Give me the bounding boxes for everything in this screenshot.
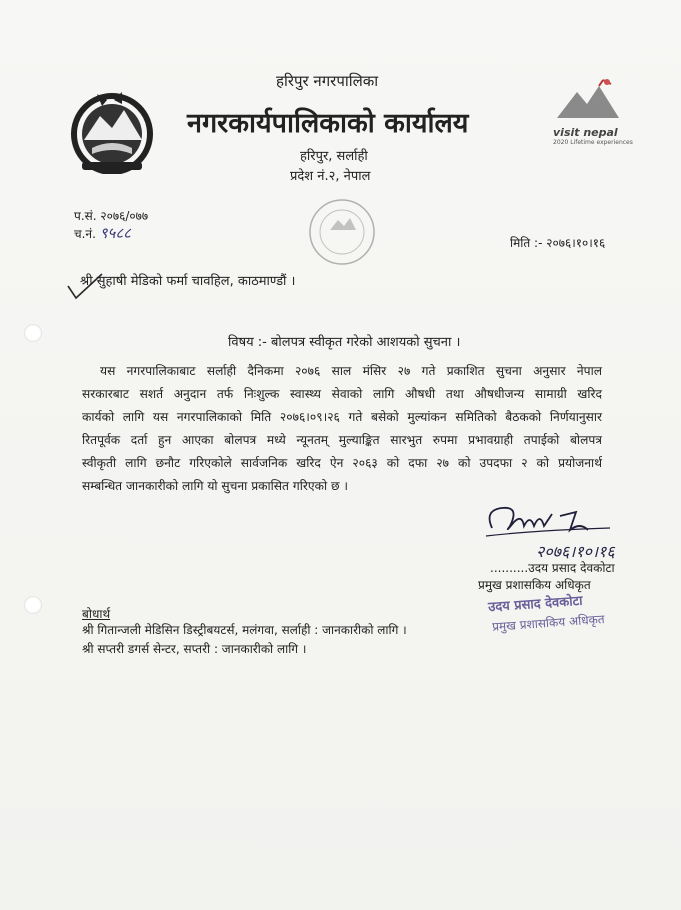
dispatch-label: च.नं.	[74, 227, 96, 241]
body-line: रितपूर्वक दर्ता हुन आएका बोलपत्र मध्ये न्यूनतम् मुल्याङ्कित सारभुत रुपमा प्रभावग्राही तपाईको बोलपत्र	[82, 433, 602, 447]
office-province: प्रदेश नं.२, नेपाल	[290, 169, 371, 184]
title-stamp: प्रमुख प्रशासकिय अधिकृत	[491, 612, 606, 634]
letter-subject: विषय :- बोलपत्र स्वीकृत गरेको आशयको सुचना ।	[228, 335, 461, 350]
punch-hole-top	[24, 324, 42, 342]
cc-item: श्री सप्तरी डगर्स सेन्टर, सप्तरी : जानकारीको लागि ।	[82, 642, 307, 656]
body-line: स्वीकृती लागि छनौट गरिएकोले सार्वजनिक खरिद ऐन २०६३ को दफा २७ को उपदफा २ को प्रयोजनार्थ	[82, 456, 602, 470]
visit-nepal-wordmark: visit nepal	[553, 126, 618, 139]
nepal-government-emblem-icon	[62, 88, 162, 174]
office-seal-icon	[296, 196, 388, 268]
office-location: हरिपुर, सर्लाही	[300, 149, 368, 164]
body-line: सरकारबाट सशर्त अनुदान तर्फ निःशुल्क स्वास्थ्य सेवाको लागि औषधी तथा औषधीजन्य सामाग्री खरिद	[82, 387, 602, 401]
letter-date: मिति :- २०७६।१०।१६	[510, 236, 606, 250]
punch-hole-bottom	[24, 596, 42, 614]
signatory-title: प्रमुख प्रशासकिय अधिकृत	[478, 578, 591, 592]
cc-heading: बोधार्थ	[82, 607, 111, 621]
visit-nepal-year: 2020	[553, 139, 569, 146]
dispatch-number: ९५८८	[99, 224, 131, 242]
body-line: सम्बन्धित जानकारीको लागि यो सुचना प्रकासित गरिएको छ ।	[82, 479, 349, 493]
signature-date: २०७६।१०।१६	[536, 542, 615, 561]
dispatch-number-row	[74, 223, 131, 243]
letter-body	[82, 360, 602, 498]
visit-nepal-tagline: Lifetime experiences	[570, 139, 633, 146]
body-line: यस नगरपालिकाबाट सर्लाही दैनिकमा २०७६ साल मंसिर २७ गते प्रकाशित सुचना अनुसार नेपाल	[100, 364, 602, 378]
name-stamp: उदय प्रसाद देवकोटा	[487, 593, 583, 616]
addressee: श्री सुहाषी मेडिको फर्मा चावहिल, काठमाण्डौं ।	[80, 274, 296, 289]
visit-nepal-mountain-icon	[553, 78, 623, 122]
cc-item: श्री गितान्जली मेडिसिन डिस्ट्रीबयटर्स, मलंगवा, सर्लाही : जानकारीको लागि ।	[82, 623, 407, 637]
office-name: नगरकार्यपालिकाको कार्यालय	[187, 108, 469, 139]
visit-nepal-logo	[553, 78, 633, 150]
signatory-name: ..........उदय प्रसाद देवकोटा	[490, 561, 615, 575]
municipality-name: हरिपुर नगरपालिका	[276, 72, 379, 90]
letter-number: प.सं. २०७६/०७७	[74, 209, 149, 223]
body-line: कार्यको लागि यस नगरपालिकाको मिति २०७६।०९।२६ गते बसेको मुल्यांकन समितिको बैठकको निर्णयानुसार	[82, 410, 602, 424]
